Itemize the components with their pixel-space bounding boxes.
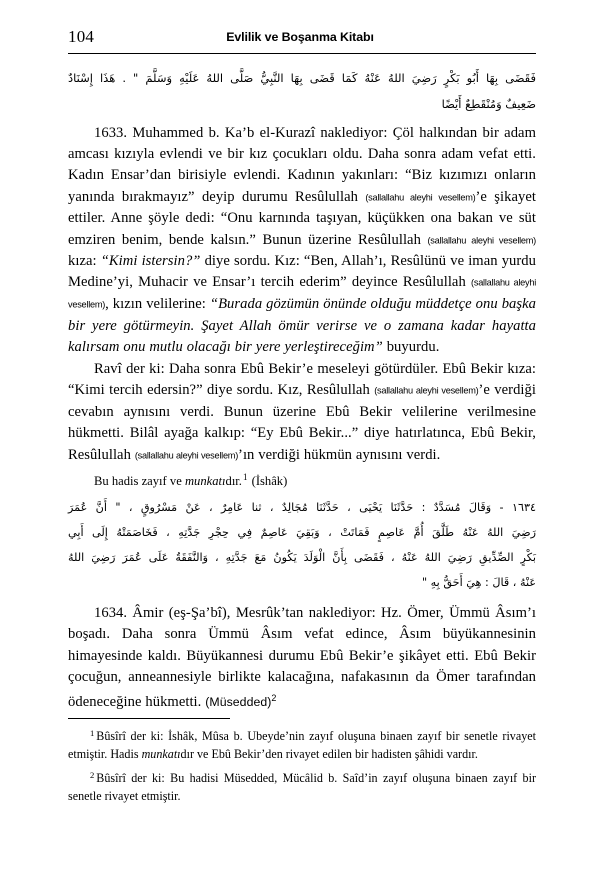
- footnote-text: Bûsîrî der ki: İshâk, Mûsa b. Ubeyde’nin zayıf oluşuna binaen zayıf bir senetle rivayet etmiştir. Hadis: [68, 729, 536, 761]
- arabic-line: ١٦٣٤ - وَقَالَ مُسَدَّدٌ : حَدَّثَنَا يَحْيَى ، حَدَّثَنَا مُجَالِدٌ ، ثنا عَامِرٌ ، عَنْ مَسْرُوقٍ ، " أَنَّ عُمَرَ: [68, 501, 536, 515]
- footnote-1: [68, 728, 536, 763]
- hadith-grade-note: [68, 468, 536, 491]
- footnote-divider: [68, 718, 230, 719]
- hadith-source: (Müsedded): [205, 695, 272, 710]
- salutation-phrase: (sallallahu aleyhi vesellem): [365, 192, 476, 203]
- grade-text: dır.: [225, 474, 242, 489]
- paragraph-text: kıza:: [68, 253, 101, 270]
- quoted-speech-italic: “Burada gözümün önünde olduğu müddetçe onu başka bir yere götürmeyin. Şayet Allah ömür verirse ve o zamana kadar hayatta kalırsam onu mutlu olacağı bir yere yerleştireceğim”: [68, 296, 536, 356]
- footnote-text: dır ve Ebû Bekir’den rivayet edilen bir hadisten şâhidi vardır.: [180, 746, 478, 761]
- hadith-source: (İshâk): [251, 474, 288, 489]
- paragraph-text: , kızın velilerine:: [105, 296, 210, 313]
- paragraph-text: Ravî der ki: Daha sonra Ebû Bekir’e meseleyi götürdüler. Ebû Bekir kıza: “Kimi tercih edersin?” diye sordu. Kız, Resûlullah: [68, 361, 536, 399]
- grade-term-italic: munkatı: [184, 474, 226, 489]
- running-title: Evlilik ve Boşanma Kitabı: [226, 30, 374, 44]
- arabic-line: بَكْرٍ الصِّدِّيقِ رَضِيَ اللهُ عَنْهُ ، فَقَضَى بِأَنَّ الْوَلَدَ يَكُونُ مَعَ جَدَّتِهِ ، وَالنَّفَقَةُ عَلَى عُمَرَ رَضِيَ اللهُ: [68, 551, 536, 565]
- paragraph-text: ’ın verdiği hükmün aynısını verdi.: [238, 446, 441, 463]
- paragraph-text: ’e şikayet ettiler. Anne şöyle dedi: “Onu karnında taşıyan, küçükken ona bakan ve süt emziren benim, bende kalsın.” Bunun üzerine Resûlullah: [68, 188, 536, 248]
- paragraph-1633: [68, 123, 536, 358]
- footnote-area: [68, 718, 536, 805]
- footnote-marker: 2: [90, 770, 95, 781]
- footnote-reference[interactable]: 2: [271, 693, 277, 704]
- footnote-reference[interactable]: 1: [242, 472, 248, 483]
- arabic-passage-2: [68, 495, 536, 595]
- paragraph-ravi: [68, 359, 536, 466]
- paragraph-text: 1633. Muhammed b. Ka’b el-Kurazî naklediyor: Çöl halkından bir adam amcası kızıyla evlendi ve bir kız çocukları oldu. Daha sonra adam vefat etti. Kadın Ensar’dan birisiyle evlendi. Kadının yakınları: “Biz kızımızı onların yanında bırakmayız” deyip durumu Resûlullah: [68, 125, 536, 205]
- arabic-line: عَنْهُ ، قَالَ : هِيَ أَحَقُّ بِهِ ": [421, 576, 536, 590]
- salutation-phrase: (sallallahu aleyhi vesellem): [68, 277, 537, 310]
- paragraph-text: 1634. Âmir (eş-Şa’bî), Mesrûk’tan naklediyor: Hz. Ömer, Ümmü Âsım’ı boşadı. Daha sonra Ümmü Âsım vefat edince, Âsım büyükannesinin himayesinde kaldı. Büyükannesi durumu Ebû Bekir’e şikâyet etti. Ebû Bekir çocuğun, anneannesiyle birlikte kalacağına, nafakasının da Ömer tarafından ödeneceğine hükmetti.: [68, 605, 536, 711]
- header-divider: [68, 53, 536, 54]
- arabic-line: رَضِيَ اللهُ عَنْهُ طَلَّقَ أُمَّ عَاصِمٍ فَمَاتَتْ ، وَبَقِيَ عَاصِمٌ فِي حِجْرِ جَدَّتِهِ ، فَخَاصَمَتْهُ إِلَى أَبِي: [68, 526, 536, 540]
- paragraph-1634: [68, 603, 536, 713]
- footnote-text: Bûsîrî der ki: Bu hadisi Müsedded, Mücâlid b. Saîd’in zayıf oluşuna binaen zayıf bir senetle rivayet etmiştir.: [68, 771, 536, 803]
- page-content: [68, 26, 536, 713]
- footnote-term-italic: munkatı: [141, 746, 181, 761]
- grade-text: Bu hadis zayıf ve: [94, 474, 185, 489]
- paragraph-text: diye sordu. Kız: “Ben, Allah’ı, Resûlünü ve iman yurdu Medine’yi, Muhacir ve Ensar’ı tercih ederim” deyince Resûlullah: [68, 253, 536, 291]
- arabic-line: فَقَضَى بِهَا أَبُو بَكْرٍ رَضِيَ اللهُ عَنْهُ كَمَا قَضَى بِهَا النَّبِيُّ صَلَّى اللهُ عَلَيْهِ وَسَلَّمَ " . هَذَا إِسْنَادٌ: [68, 71, 536, 85]
- arabic-passage-1: [68, 65, 536, 117]
- quoted-speech-italic: “Kimi istersin?”: [100, 253, 201, 270]
- running-head: [68, 26, 536, 53]
- footnote-2: [68, 770, 536, 805]
- footnote-marker: 1: [90, 728, 95, 738]
- page-number: 104: [68, 27, 95, 46]
- paragraph-text: buyurdu.: [382, 339, 440, 356]
- paragraph-text: ’e verdiği cevabın aynısını verdi. Bunun üzerine Ebû Bekir velilerine verilmesine hükmetti. Bilâl ayağa kalkıp: “Ey Ebû Bekir...” diye hatırlatınca, Ebû Bekir, Resûlullah: [68, 382, 536, 463]
- salutation-phrase: (sallallahu aleyhi vesellem): [374, 385, 479, 396]
- salutation-phrase: (sallallahu aleyhi vesellem): [134, 450, 239, 461]
- arabic-line: ضَعِيفٌ وَمُنْقَطِعٌ أَيْضًا: [441, 97, 536, 111]
- salutation-phrase: (sallallahu aleyhi vesellem): [427, 235, 536, 246]
